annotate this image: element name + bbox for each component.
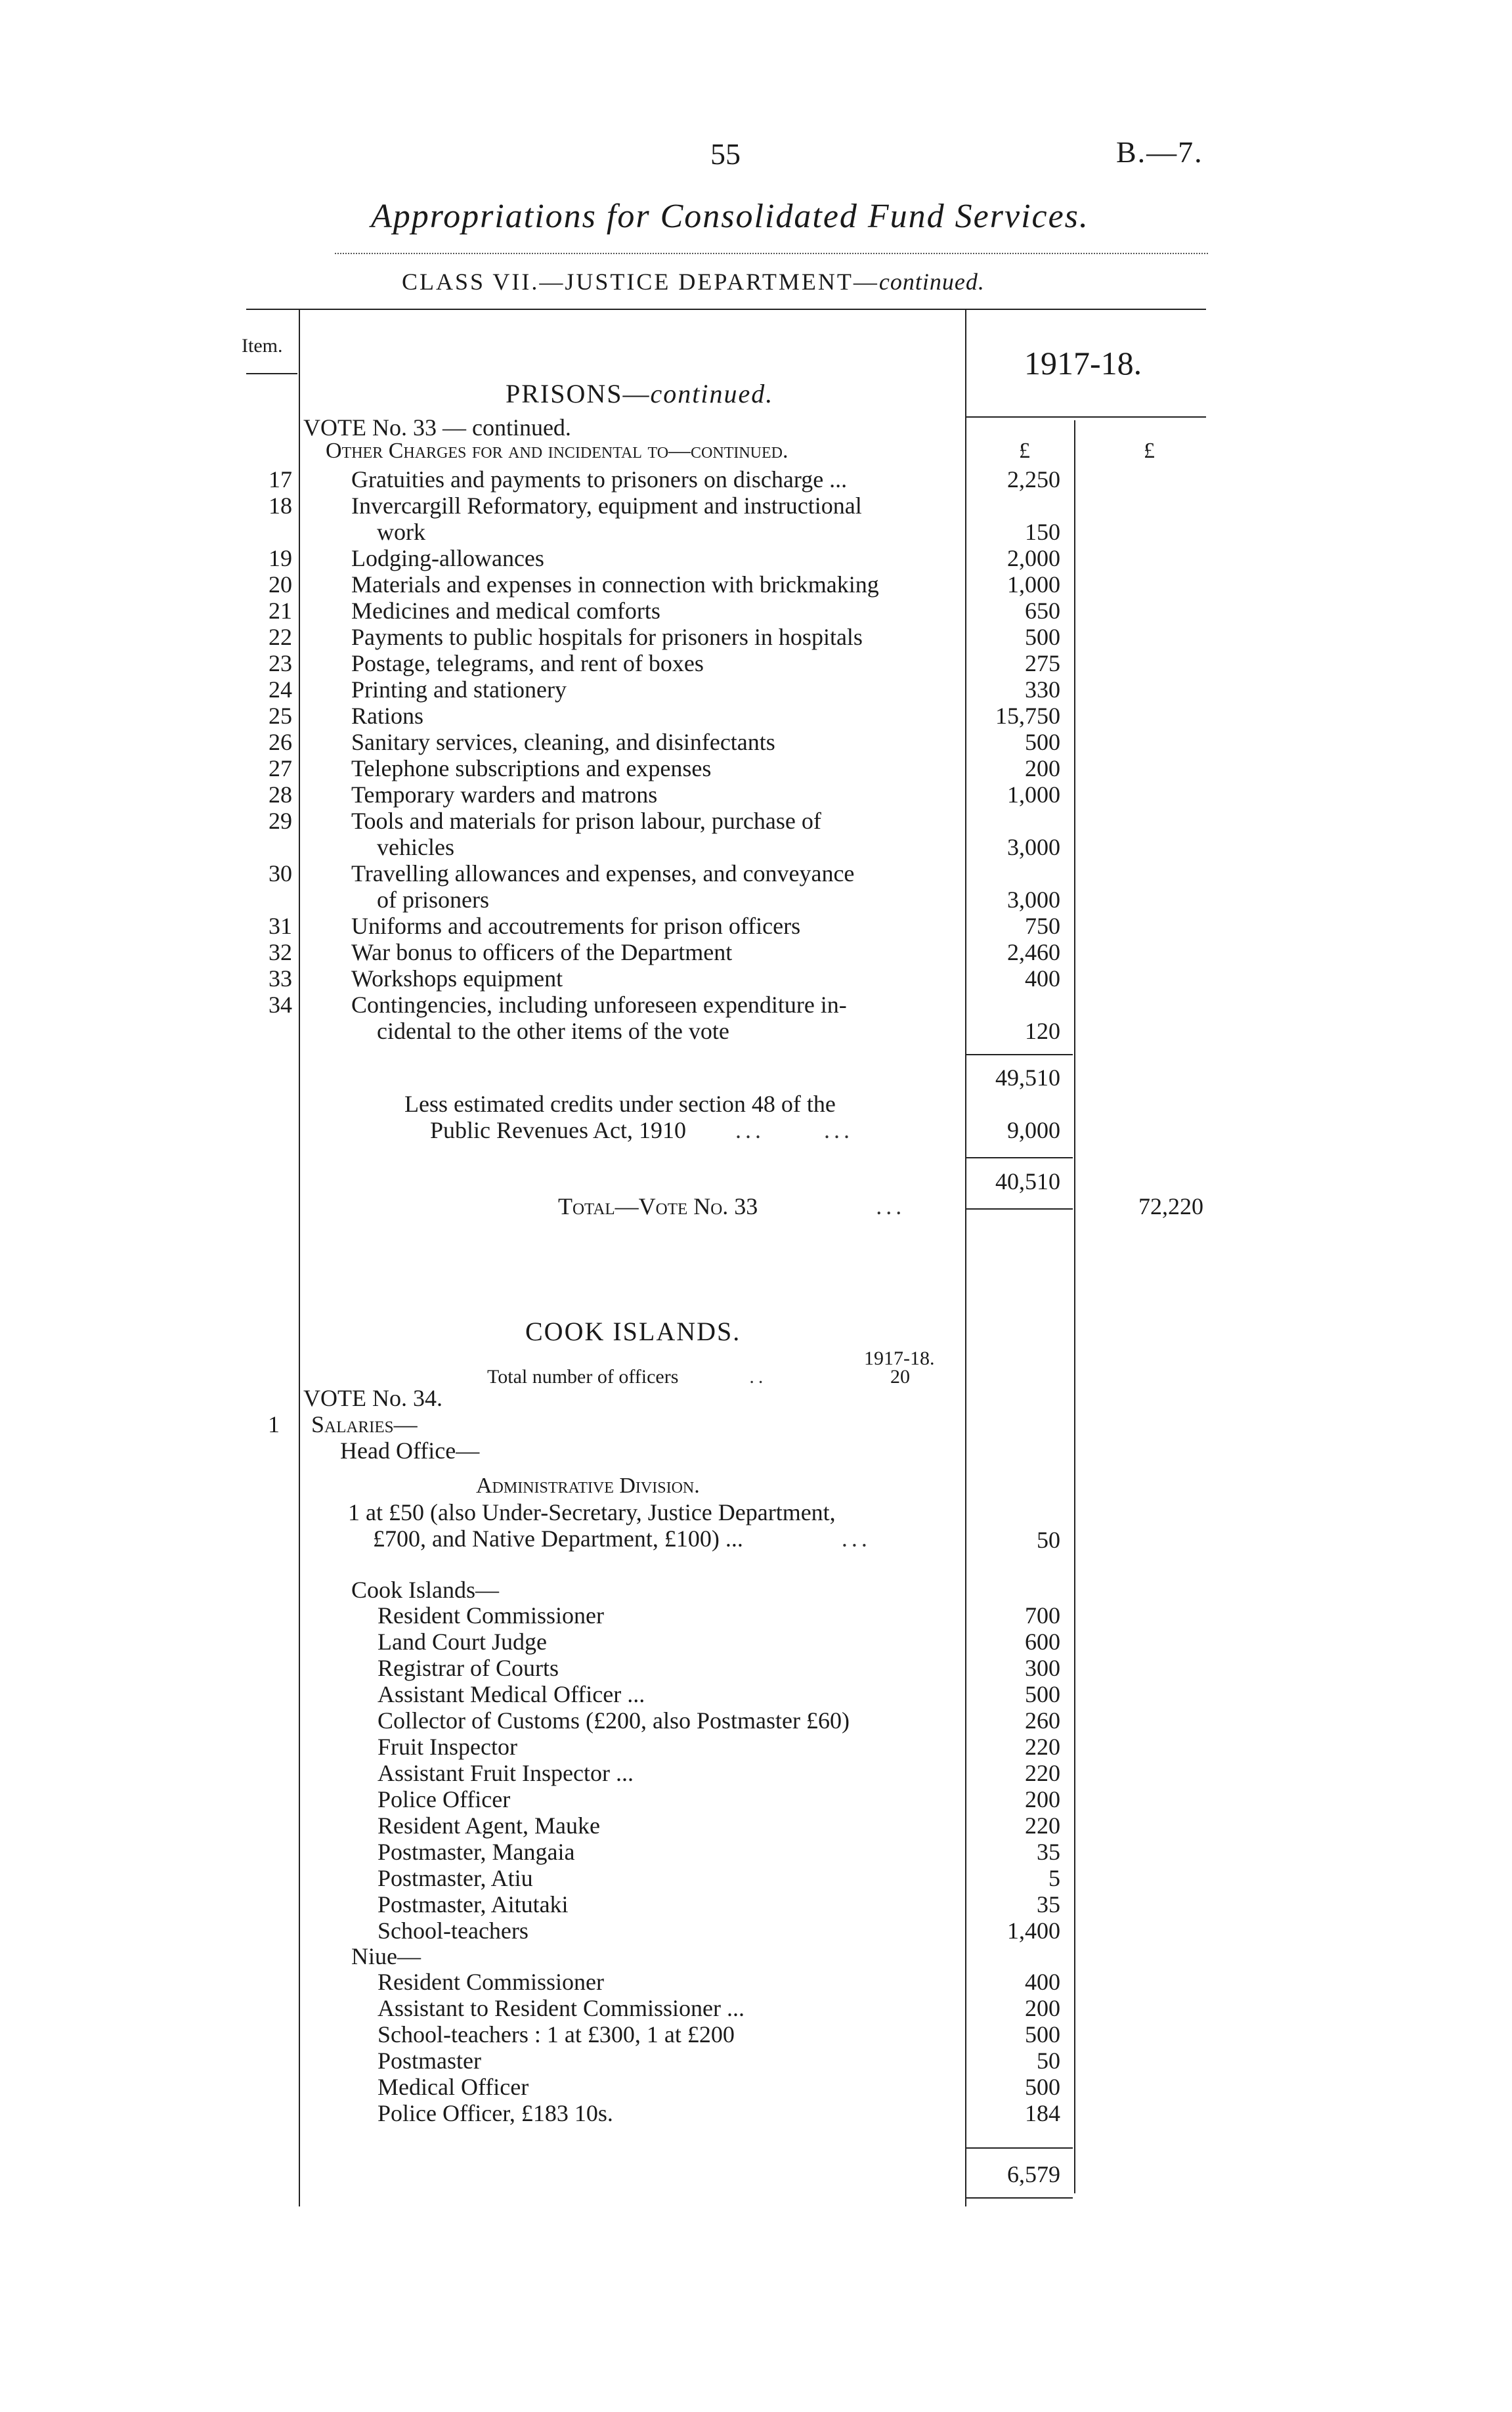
cook-officer-row	[0, 1655, 1512, 1681]
niue-officer-title: School-teachers : 1 at £300, 1 at £200	[378, 2021, 735, 2048]
item-number: 34	[269, 992, 292, 1018]
cook-officer-title: Assistant Fruit Inspector ...	[378, 1760, 634, 1786]
prisons-heading-continued: continued.	[650, 379, 774, 408]
prisons-heading	[506, 378, 773, 409]
cook-officer-title: Resident Commissioner	[378, 1602, 604, 1629]
item-description: Materials and expenses in connection with brickmaking	[351, 571, 879, 598]
prison-item-row	[0, 808, 1512, 860]
page-title: Appropriations for Consolidated Fund Services.	[371, 198, 1089, 235]
cook-officer-row	[0, 1760, 1512, 1786]
item-number: 28	[269, 781, 292, 808]
niue-officer-salary: 500	[1025, 2074, 1060, 2100]
item-number: 27	[269, 755, 292, 781]
item-column-header: Item.	[242, 335, 283, 357]
item-number: 20	[269, 571, 292, 598]
cook-officer-title: Resident Agent, Mauke	[378, 1812, 600, 1839]
less-credits-line-2: Public Revenues Act, 1910 ... ...	[430, 1117, 853, 1143]
cook-officer-title: Postmaster, Mangaia	[378, 1839, 575, 1865]
cook-islands-subheading: Cook Islands—	[351, 1577, 499, 1603]
class-heading-continued: continued.	[878, 269, 985, 295]
prison-item-row	[0, 466, 1512, 493]
prison-item-row	[0, 676, 1512, 703]
item-number: 25	[269, 703, 292, 729]
cook-officer-title: Police Officer	[378, 1786, 511, 1812]
item-number: 19	[269, 545, 292, 571]
admin-line-1: 1 at £50 (also Under-Secretary, Justice Department,	[348, 1499, 836, 1525]
cook-officer-title: Postmaster, Aitutaki	[378, 1891, 569, 1918]
item-description: Tools and materials for prison labour, purchase of	[351, 808, 821, 834]
officers-count: 20	[890, 1366, 910, 1388]
item-number: 31	[269, 913, 292, 939]
item-description: work	[377, 519, 425, 545]
cook-total-underline	[966, 2197, 1073, 2199]
class-heading	[402, 268, 985, 296]
item-description: Uniforms and accoutrements for prison officers	[351, 913, 801, 939]
item-amount: 500	[1025, 624, 1060, 650]
item-description: vehicles	[377, 834, 454, 860]
cook-officer-salary: 500	[1025, 1681, 1060, 1707]
vote-33-total-text: Total—Vote No. 33	[558, 1193, 758, 1219]
less-credits-act: Public Revenues Act, 1910	[430, 1117, 686, 1143]
cook-officer-salary: 260	[1025, 1707, 1060, 1734]
niue-officer-title: Medical Officer	[378, 2074, 529, 2100]
item-number: 33	[269, 965, 292, 992]
item-amount: 200	[1025, 755, 1060, 781]
item-amount: 3,000	[1007, 834, 1060, 860]
cook-officer-title: Fruit Inspector	[378, 1734, 517, 1760]
cook-islands-heading: COOK ISLANDS.	[525, 1317, 741, 1346]
item-amount: 275	[1025, 650, 1060, 676]
cook-officer-salary: 1,400	[1007, 1918, 1060, 1944]
prisons-heading-text: PRISONS—	[506, 379, 651, 408]
less-credits-amount: 9,000	[1007, 1117, 1060, 1143]
year-column-header: 1917-18.	[1024, 345, 1142, 382]
item-amount: 1,000	[1007, 781, 1060, 808]
item-number: 18	[269, 493, 292, 519]
subtotal-rule	[966, 1054, 1073, 1055]
niue-officer-row	[0, 2048, 1512, 2074]
item-description: Sanitary services, cleaning, and disinfectants	[351, 729, 775, 755]
cook-officer-title: Land Court Judge	[378, 1629, 547, 1655]
niue-officer-title: Police Officer, £183 10s.	[378, 2100, 613, 2126]
cook-officer-salary: 220	[1025, 1760, 1060, 1786]
cook-officer-salary: 220	[1025, 1734, 1060, 1760]
cook-officer-row	[0, 1918, 1512, 1944]
cook-total-rule	[966, 2147, 1073, 2149]
niue-officer-salary: 184	[1025, 2100, 1060, 2126]
item-description: Medicines and medical comforts	[351, 598, 660, 624]
item-description: Contingencies, including unforeseen expenditure in-	[351, 992, 847, 1018]
year-header-rule	[965, 416, 1206, 418]
niue-officer-row	[0, 1995, 1512, 2021]
salaries-heading: Salaries—	[311, 1411, 418, 1437]
cook-officer-row	[0, 1786, 1512, 1812]
cook-officer-title: Registrar of Courts	[378, 1655, 559, 1681]
item-description: Invercargill Reformatory, equipment and instructional	[351, 493, 862, 519]
item-description: Rations	[351, 703, 424, 729]
item-amount: 2,250	[1007, 466, 1060, 493]
item-amount: 150	[1025, 519, 1060, 545]
cook-officer-row	[0, 1629, 1512, 1655]
item-description: Lodging-allowances	[351, 545, 544, 571]
niue-officer-row	[0, 2021, 1512, 2048]
prison-item-row	[0, 992, 1512, 1044]
cook-officer-title: Collector of Customs (£200, also Postmaster £60)	[378, 1707, 850, 1734]
cook-officer-salary: 700	[1025, 1602, 1060, 1629]
officers-label-text: Total number of officers	[487, 1366, 679, 1388]
prisons-subtotal: 49,510	[995, 1064, 1060, 1091]
cook-officer-row	[0, 1891, 1512, 1918]
item-description: War bonus to officers of the Department	[351, 939, 733, 965]
item-amount: 2,460	[1007, 939, 1060, 965]
title-rule	[335, 253, 1208, 254]
item-description: Telephone subscriptions and expenses	[351, 755, 712, 781]
item-description: cidental to the other items of the vote	[377, 1018, 729, 1044]
item-number: 22	[269, 624, 292, 650]
item-description: Payments to public hospitals for prisoners in hospitals	[351, 624, 863, 650]
cook-officer-salary: 200	[1025, 1786, 1060, 1812]
item-description: Printing and stationery	[351, 676, 567, 703]
prison-item-row	[0, 781, 1512, 808]
page-number: 55	[710, 137, 741, 171]
currency-symbol-1: £	[1019, 439, 1030, 463]
cook-officer-salary: 600	[1025, 1629, 1060, 1655]
cook-officer-salary: 5	[1048, 1865, 1060, 1891]
cook-officer-title: School-teachers	[378, 1918, 529, 1944]
cook-officer-salary: 300	[1025, 1655, 1060, 1681]
cook-officer-row	[0, 1865, 1512, 1891]
cook-officer-salary: 35	[1037, 1891, 1060, 1918]
currency-symbol-2: £	[1144, 439, 1155, 463]
item-number: 29	[269, 808, 292, 834]
admin-line-2-text: £700, and Native Department, £100) ...	[373, 1525, 743, 1552]
item-description: Temporary warders and matrons	[351, 781, 658, 808]
officers-label: Total number of officers ..	[487, 1366, 767, 1388]
cook-item-number: 1	[268, 1411, 280, 1437]
cook-officer-row	[0, 1681, 1512, 1707]
item-amount: 15,750	[995, 703, 1060, 729]
prison-item-row	[0, 571, 1512, 598]
item-description: Postage, telegrams, and rent of boxes	[351, 650, 704, 676]
cook-officer-row	[0, 1707, 1512, 1734]
item-description: Travelling allowances and expenses, and conveyance	[351, 860, 855, 887]
niue-officer-row	[0, 1969, 1512, 1995]
item-amount: 120	[1025, 1018, 1060, 1044]
cook-officer-row	[0, 1812, 1512, 1839]
prison-item-row	[0, 913, 1512, 939]
niue-officer-row	[0, 2100, 1512, 2126]
niue-officer-salary: 200	[1025, 1995, 1060, 2021]
niue-officer-salary: 50	[1037, 2048, 1060, 2074]
cook-officer-salary: 220	[1025, 1812, 1060, 1839]
prison-item-row	[0, 703, 1512, 729]
niue-officer-title: Postmaster	[378, 2048, 481, 2074]
item-amount: 2,000	[1007, 545, 1060, 571]
less-credits-line-1: Less estimated credits under section 48 of the	[404, 1091, 836, 1117]
cook-officer-row	[0, 1839, 1512, 1865]
head-office-heading: Head Office—	[340, 1437, 480, 1464]
admin-division-heading: Administrative Division.	[476, 1474, 700, 1498]
item-number: 26	[269, 729, 292, 755]
cook-officer-salary: 35	[1037, 1839, 1060, 1865]
cook-officer-title: Postmaster, Atiu	[378, 1865, 533, 1891]
item-number: 30	[269, 860, 292, 887]
niue-officer-row	[0, 2074, 1512, 2100]
niue-officer-title: Assistant to Resident Commissioner ...	[378, 1995, 745, 2021]
vote-33-total-label: Total—Vote No. 33 ...	[558, 1193, 906, 1219]
prison-item-row	[0, 624, 1512, 650]
item-number: 23	[269, 650, 292, 676]
table-top-rule	[246, 309, 1206, 310]
item-number: 32	[269, 939, 292, 965]
item-amount: 400	[1025, 965, 1060, 992]
net-rule	[966, 1157, 1073, 1158]
cook-officer-title: Assistant Medical Officer ...	[378, 1681, 645, 1707]
prison-item-row	[0, 493, 1512, 545]
prison-item-row	[0, 965, 1512, 992]
item-number: 21	[269, 598, 292, 624]
prison-item-row	[0, 860, 1512, 913]
prison-item-row	[0, 729, 1512, 755]
item-amount: 330	[1025, 676, 1060, 703]
prison-item-row	[0, 545, 1512, 571]
prison-item-row	[0, 650, 1512, 676]
cook-islands-total: 6,579	[1007, 2161, 1060, 2187]
cook-officer-row	[0, 1734, 1512, 1760]
item-amount: 650	[1025, 598, 1060, 624]
item-amount: 500	[1025, 729, 1060, 755]
officers-year: 1917-18.	[864, 1348, 935, 1369]
niue-subheading: Niue—	[351, 1943, 421, 1969]
class-heading-text: CLASS VII.—JUSTICE DEPARTMENT—	[402, 269, 879, 295]
document-reference: B.—7.	[1116, 135, 1203, 169]
item-description: of prisoners	[377, 887, 489, 913]
item-number: 17	[269, 466, 292, 493]
item-description: Workshops equipment	[351, 965, 563, 992]
prison-item-row	[0, 939, 1512, 965]
niue-officer-salary: 500	[1025, 2021, 1060, 2048]
item-header-underline	[246, 373, 297, 374]
vote-33-total-amount: 72,220	[1138, 1193, 1203, 1219]
prison-item-row	[0, 755, 1512, 781]
prison-item-row	[0, 598, 1512, 624]
prisons-net: 40,510	[995, 1168, 1060, 1195]
item-amount: 750	[1025, 913, 1060, 939]
vote-34-heading: VOTE No. 34.	[303, 1385, 443, 1411]
item-number: 24	[269, 676, 292, 703]
admin-amount: 50	[1037, 1527, 1060, 1553]
item-description: Gratuities and payments to prisoners on discharge ...	[351, 466, 848, 493]
admin-line-2: £700, and Native Department, £100) ... ...	[373, 1525, 871, 1552]
niue-officer-salary: 400	[1025, 1969, 1060, 1995]
cook-officer-row	[0, 1602, 1512, 1629]
net-underline	[966, 1208, 1073, 1210]
niue-officer-title: Resident Commissioner	[378, 1969, 604, 1995]
item-amount: 3,000	[1007, 887, 1060, 913]
other-charges-heading: Other Charges for and incidental to—continued.	[326, 439, 788, 463]
item-amount: 1,000	[1007, 571, 1060, 598]
vote-33-heading: VOTE No. 33 — continued.	[303, 414, 571, 441]
